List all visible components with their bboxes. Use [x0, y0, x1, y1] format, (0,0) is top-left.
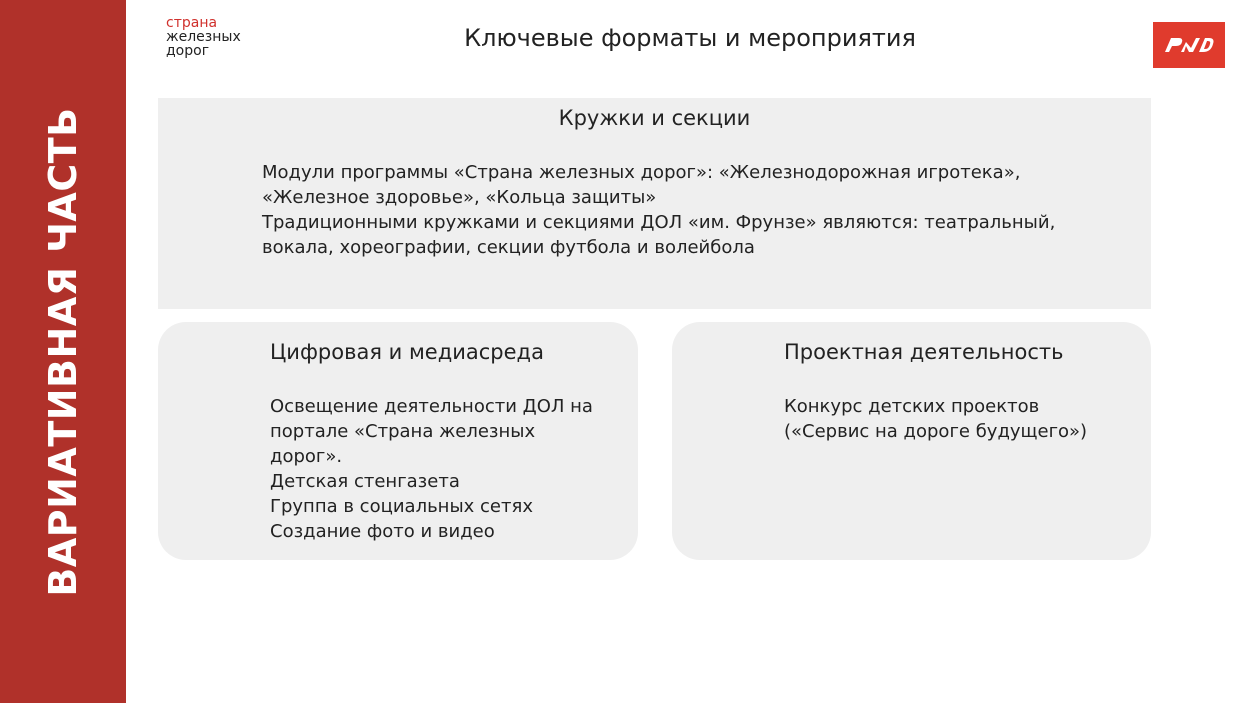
card-project-activity	[672, 322, 1151, 560]
card-projects-body	[784, 394, 1144, 444]
side-band	[0, 0, 126, 703]
card-digital-title: Цифровая и медиасреда	[270, 340, 544, 364]
rzd-logo-icon	[1153, 22, 1225, 68]
brand-line-2: железных	[166, 29, 241, 45]
card-clubs-sections	[158, 98, 1151, 309]
side-label: ВАРИАТИВНАЯ ЧАСТЬ	[41, 107, 85, 597]
card-digital-line: Создание фото и видео	[270, 521, 495, 542]
rzd-logo-mark	[1161, 32, 1217, 58]
card-digital-body	[270, 394, 630, 544]
card-clubs-line: Модули программы «Страна железных дорог»: «Железнодорожная игротека»,	[262, 162, 1021, 183]
brand-line-1: страна	[166, 15, 218, 31]
card-digital-line: Детская стенгазета	[270, 471, 460, 492]
card-digital-line: портале «Страна железных	[270, 421, 536, 442]
card-digital-media	[158, 322, 638, 560]
card-digital-line: Группа в социальных сетях	[270, 496, 533, 517]
card-projects-line: («Сервис на дороге будущего»)	[784, 421, 1088, 442]
card-clubs-title: Кружки и секции	[558, 106, 751, 130]
page-title: Ключевые форматы и мероприятия	[464, 24, 916, 52]
card-clubs-line: Традиционными кружками и секциями ДОЛ «им. Фрунзе» являются: театральный,	[262, 212, 1056, 233]
card-digital-line: Освещение деятельности ДОЛ на	[270, 396, 593, 417]
card-clubs-line: «Железное здоровье», «Кольца защиты»	[262, 187, 657, 208]
card-projects-line: Конкурс детских проектов	[784, 396, 1040, 417]
card-clubs-line: вокала, хореографии, секции футбола и волейбола	[262, 237, 755, 258]
card-projects-title: Проектная деятельность	[784, 340, 1064, 364]
card-digital-line: дорог».	[270, 446, 343, 467]
brand-line-3: дорог	[166, 43, 210, 59]
card-clubs-body	[262, 160, 1122, 260]
brand-logo-text	[166, 16, 241, 58]
